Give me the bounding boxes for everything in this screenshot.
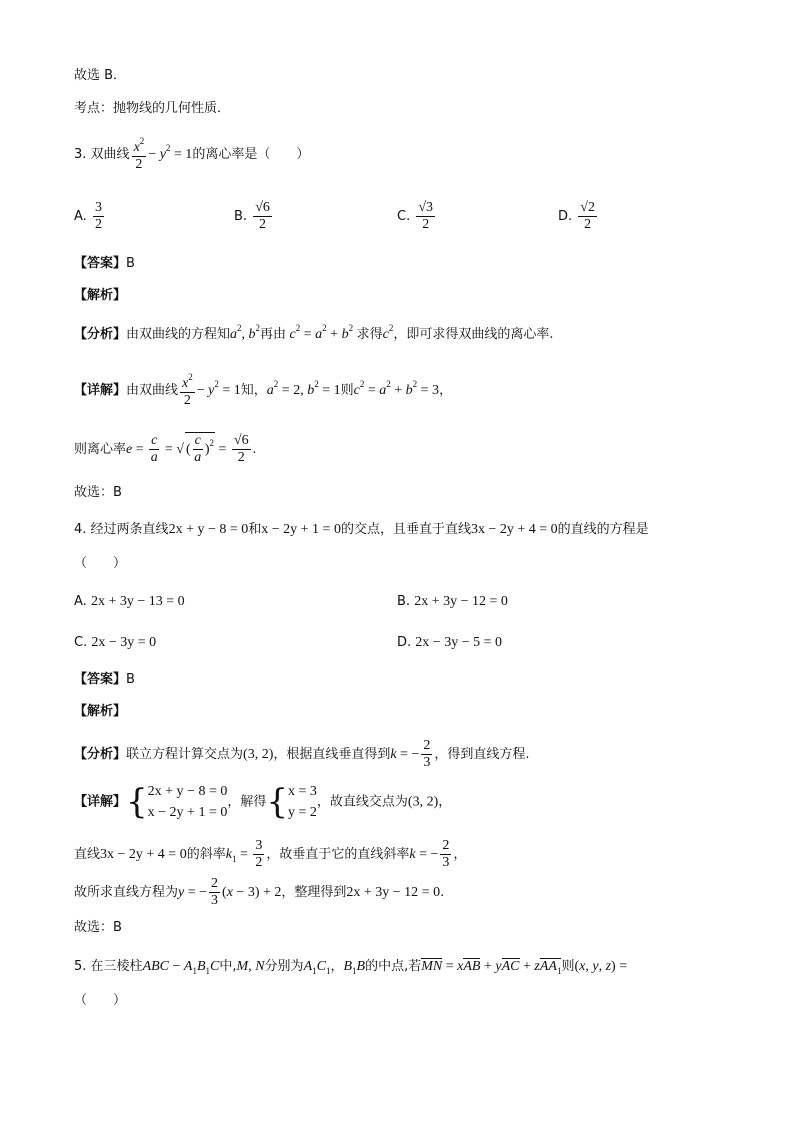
q3-fenxi-tag: 【分析】 xyxy=(74,327,127,342)
q3-analysis-tag: 【解析】 xyxy=(74,288,127,303)
q5-stem: 5. 在三棱柱ABC − $A_1B_1C$中,M, N分别为$A_1C_1$，$B_1B$的中点,若MN = xAB + yAC + zAA$_1$则(x, y, z) = xyxy=(74,959,628,976)
q3-eccentricity: 则离心率e = $\frac{c}{a}$ = √ ( $\frac{c}{a}$ )$^2$ = $\frac{√6}{2}$ . xyxy=(74,433,257,466)
q4-detail-equation: 故所求直线方程为y = − $\frac{2}{3}$ (x − 3) + 2，整理得到2x + 3y − 12 = 0. xyxy=(74,876,445,909)
q3-answer xyxy=(74,257,135,270)
q3-option-d-label: D. xyxy=(558,209,573,225)
q3-option-b[interactable] xyxy=(234,200,274,233)
q3-option-c-label: C. xyxy=(397,209,411,225)
q3-stem-prefix: 双曲线 xyxy=(90,146,130,162)
q3-option-b-value: $\frac{√6}{2}$ xyxy=(255,200,270,233)
q3-option-c[interactable] xyxy=(397,200,437,233)
q3-option-c-value: $\frac{√3}{2}$ xyxy=(418,200,434,233)
q3-option-a[interactable] xyxy=(74,200,106,233)
q4-answer: 【答案】B xyxy=(74,672,135,687)
q4-fenxi: 【分析】联立方程计算交点为(3, 2)，根据直线垂直得到k = − $\frac{2}{3}$ ，得到直线方程. xyxy=(74,738,530,771)
q3-answer-value: B xyxy=(126,256,135,271)
q4-option-b[interactable]: B. 2x + 3y − 12 = 0 xyxy=(397,594,508,609)
q3-detail: 【详解】由双曲线 $\frac{x^2}{2}$ − $y^2 = 1$知，$a^2 = 2$, $b^2 = 1$则$c^2 = a^2 + b^2 = 3$， xyxy=(74,372,453,409)
q3-number: 3. xyxy=(74,146,87,162)
q4-stem: 4. 经过两条直线2x + y − 8 = 0和x − 2y + 1 = 0的交点，且垂直于直线3x − 2y + 4 = 0的直线的方程是 xyxy=(74,522,649,537)
q3-stem-suffix: 的离心率是（ ） xyxy=(192,146,310,162)
q4-detail: 【详解】{2x + y − 8 = 0 x − 2y + 1 = 0，解得{x = 3 y = 2，故直线交点为(3, 2)， xyxy=(74,782,452,822)
q3-option-a-label: A. xyxy=(74,209,87,225)
q3-hyperbola-equation: $\frac{x^2}{2}$ − $y^2 = 1$ xyxy=(133,136,193,173)
q3-option-d-value: $\frac{√2}{2}$ xyxy=(580,200,595,233)
q4-option-d[interactable]: D. 2x − 3y − 5 = 0 xyxy=(397,635,502,650)
q3-detail-tag: 【详解】 xyxy=(74,382,127,398)
q3-stem xyxy=(74,136,309,173)
q4-option-c[interactable]: C. 2x − 3y = 0 xyxy=(74,635,157,650)
q3-choice: 故选：B xyxy=(74,485,122,500)
q4-choice: 故选：B xyxy=(74,920,122,935)
q3-answer-tag: 【答案】 xyxy=(74,256,127,271)
q5-stem-paren: （ ） xyxy=(74,993,127,1008)
q3-fenxi: 【分析】由双曲线的方程知$a^2$, $b^2$再由 $c^2 = a^2 + b^2$ 求得$c^2$，即可求得双曲线的离心率. xyxy=(74,323,554,342)
q2-knowledge-point: 考点：抛物线的几何性质． xyxy=(74,101,231,116)
q4-stem-paren: （ ） xyxy=(74,556,127,571)
q3-option-a-value: $\frac{3}{2}$ xyxy=(94,200,102,233)
q4-detail-slope: 直线3x − 2y + 4 = 0的斜率$k_1$ = $\frac{3}{2}$ ，故垂直于它的直线斜率k = − $\frac{2}{3}$ ， xyxy=(74,838,467,871)
q2-choice: 故选 B． xyxy=(74,68,127,83)
q3-option-b-label: B. xyxy=(234,209,248,225)
q4-analysis-tag: 【解析】 xyxy=(74,704,127,719)
q4-option-a[interactable]: A. 2x + 3y − 13 = 0 xyxy=(74,594,185,609)
q3-option-d[interactable] xyxy=(558,200,599,233)
